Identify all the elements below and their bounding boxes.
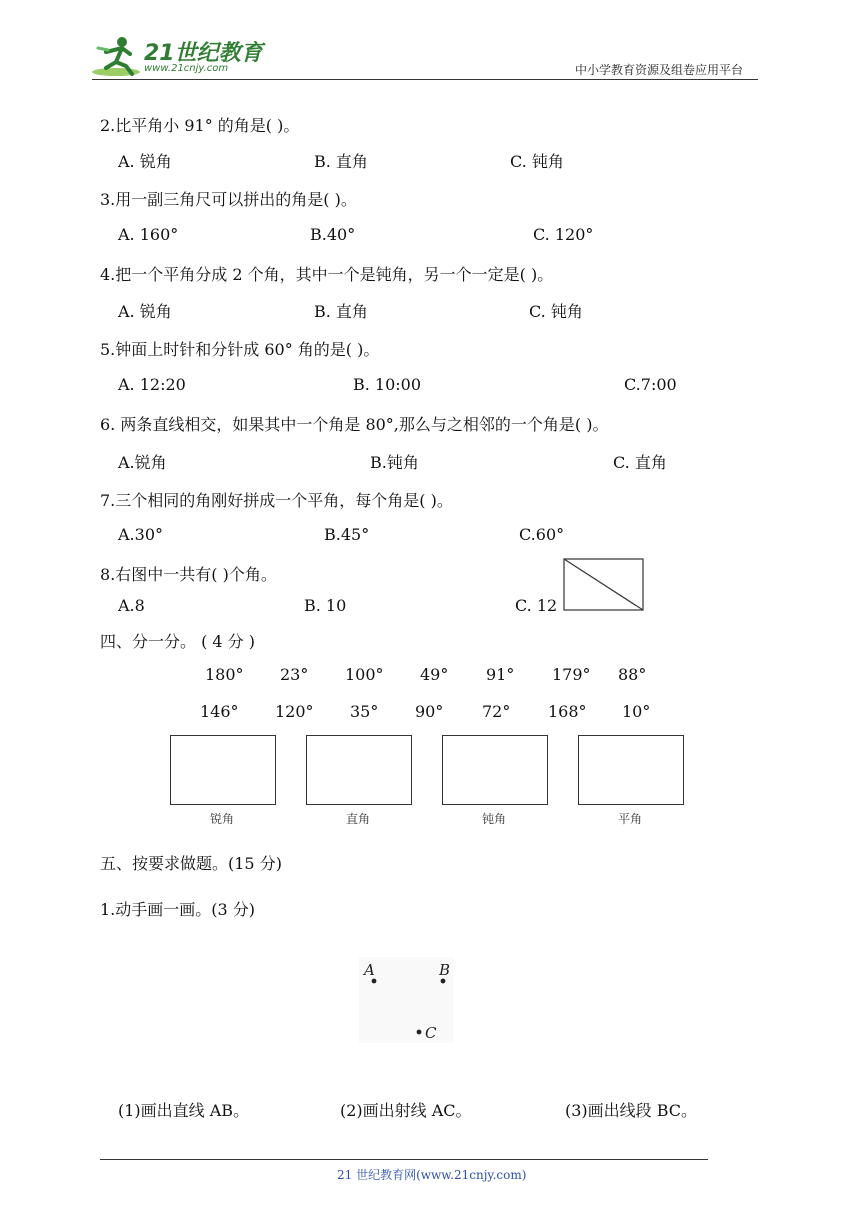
point-b-label: B [439, 961, 451, 979]
question-6-option-a: A.锐角 [118, 453, 167, 472]
sort-box-obtuse[interactable] [442, 735, 548, 805]
question-4-option-b: B. 直角 [314, 302, 368, 321]
question-7-stem: 7.三个相同的角刚好拼成一个平角，每个角是( )。 [100, 491, 453, 510]
footer-text[interactable]: 21 世纪教育网(www.21cnjy.com) [337, 1168, 527, 1182]
question-3-option-b: B.40° [310, 225, 356, 244]
section-5-question-1: 1.动手画一画。(3 分) [100, 900, 256, 919]
section-4-title: 四、分一分。 ( 4 分 ) [100, 632, 256, 651]
question-2-stem: 2.比平角小 91° 的角是( )。 [100, 116, 300, 135]
sort-box-acute[interactable] [170, 735, 276, 805]
angle-value: 72° [482, 702, 511, 721]
angle-value: 91° [486, 665, 515, 684]
runner-logo-icon [92, 34, 142, 78]
question-6-option-c: C. 直角 [613, 453, 667, 472]
angle-value: 100° [345, 665, 384, 684]
question-2-option-c: C. 钝角 [510, 152, 564, 171]
question-5-option-c: C.7:00 [624, 375, 677, 394]
box-label-obtuse: 钝角 [482, 812, 507, 826]
angle-value: 168° [548, 702, 587, 721]
rectangle-diagonal-figure [563, 558, 645, 612]
question-3-option-c: C. 120° [533, 225, 594, 244]
box-label-right: 直角 [346, 812, 371, 826]
question-7-option-a: A.30° [118, 525, 163, 544]
point-a-dot [372, 979, 377, 984]
question-7-option-b: B.45° [324, 525, 370, 544]
angle-value: 180° [205, 665, 244, 684]
angle-value: 88° [618, 665, 647, 684]
point-a-label: A [364, 961, 375, 979]
question-5-option-a: A. 12:20 [118, 375, 186, 394]
site-logo [92, 34, 272, 78]
question-8-option-c: C. 12 [515, 596, 558, 615]
logo-text: 21世纪教育 [144, 41, 263, 66]
question-3-option-a: A. 160° [118, 225, 179, 244]
angle-value: 146° [200, 702, 239, 721]
section-5-title: 五、按要求做题。(15 分) [100, 854, 282, 873]
task-2: (2)画出射线 AC。 [340, 1101, 472, 1120]
question-8-option-b: B. 10 [304, 596, 347, 615]
question-7-option-c: C.60° [519, 525, 565, 544]
question-4-option-a: A. 锐角 [118, 302, 172, 321]
question-4-option-c: C. 钝角 [529, 302, 583, 321]
header-divider [92, 79, 758, 80]
angle-value: 120° [275, 702, 314, 721]
sort-box-right[interactable] [306, 735, 412, 805]
point-c-label: C [425, 1024, 437, 1042]
task-3: (3)画出线段 BC。 [565, 1101, 698, 1120]
sort-box-straight[interactable] [578, 735, 684, 805]
question-8-option-a: A.8 [118, 596, 145, 615]
question-2-option-a: A. 锐角 [118, 152, 172, 171]
question-5-option-b: B. 10:00 [353, 375, 422, 394]
point-c-dot [417, 1030, 422, 1035]
question-5-stem: 5.钟面上时针和分针成 60° 角的是( )。 [100, 340, 380, 359]
question-8-stem: 8.右图中一共有( )个角。 [100, 565, 277, 584]
footer-divider [100, 1159, 708, 1160]
question-2-option-b: B. 直角 [314, 152, 368, 171]
angle-value: 10° [622, 702, 651, 721]
task-1: (1)画出直线 AB。 [118, 1101, 250, 1120]
angle-value: 49° [420, 665, 449, 684]
question-6-stem: 6. 两条直线相交，如果其中一个角是 80°,那么与之相邻的一个角是( )。 [100, 415, 609, 434]
question-4-stem: 4.把一个平角分成 2 个角，其中一个是钝角，另一个一定是( )。 [100, 265, 554, 284]
angle-value: 90° [415, 702, 444, 721]
question-3-stem: 3.用一副三角尺可以拼出的角是( )。 [100, 190, 357, 209]
question-6-option-b: B.钝角 [370, 453, 419, 472]
points-figure [355, 955, 455, 1045]
angle-value: 23° [280, 665, 309, 684]
point-b-dot [441, 979, 446, 984]
angle-value: 35° [350, 702, 379, 721]
header-platform-text: 中小学教育资源及组卷应用平台 [575, 63, 744, 77]
angle-value: 179° [552, 665, 591, 684]
logo-url: www.21cnjy.com [144, 63, 229, 74]
box-label-straight: 平角 [618, 812, 643, 826]
box-label-acute: 锐角 [210, 812, 235, 826]
